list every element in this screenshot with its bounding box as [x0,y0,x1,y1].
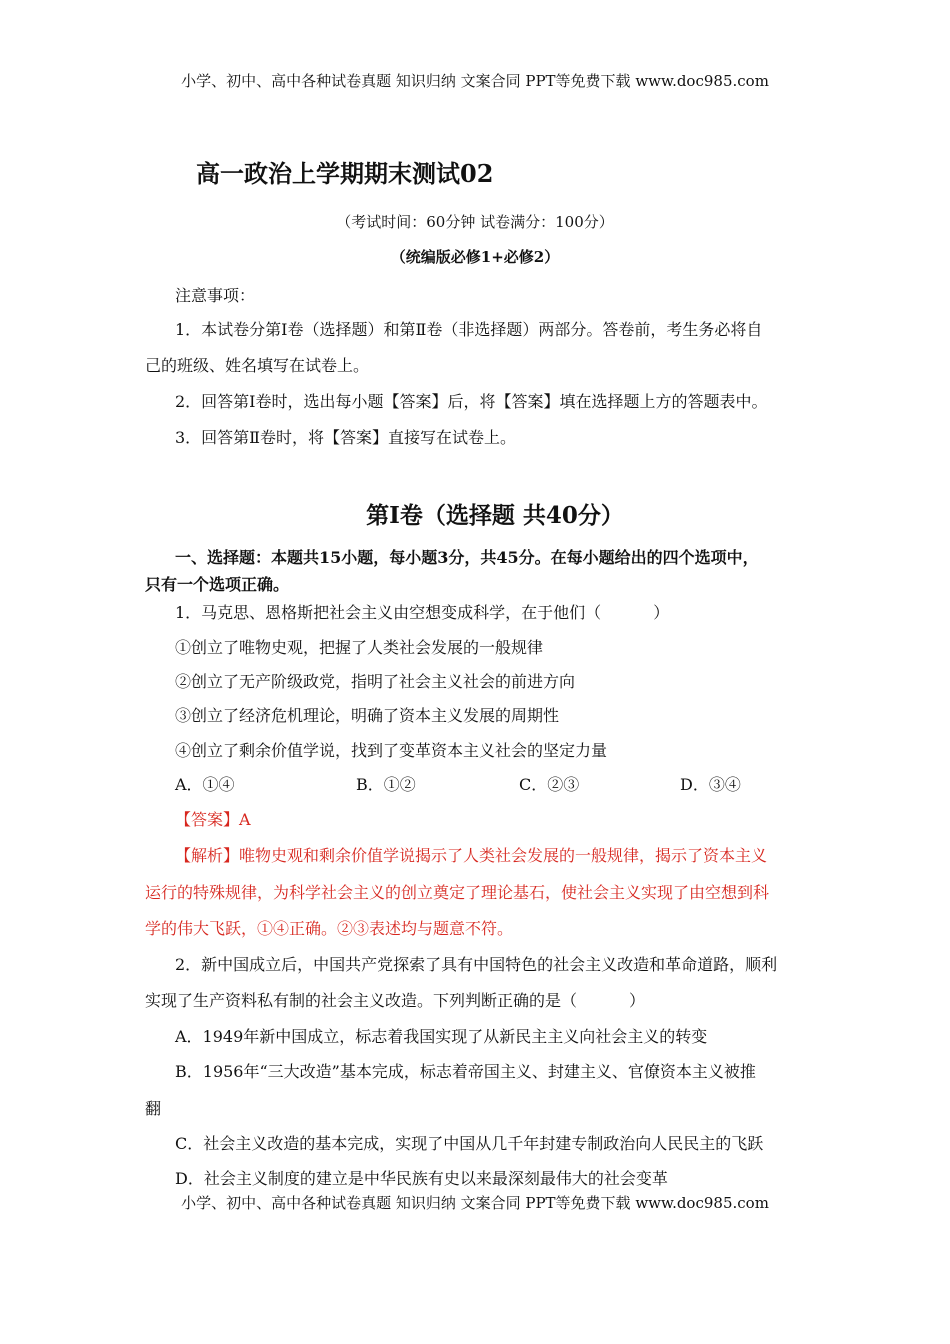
note-item-2: 2．回答第Ⅰ卷时，选出每小题【答案】后，将【答案】填在选择题上方的答题表中。 [175,392,768,411]
exam-title: 高一政治上学期期末测试02 [196,159,494,188]
exam-info: （考试时间：60分钟 试卷满分：100分） [336,213,614,231]
q1-option-d: D．③④ [680,775,741,794]
q1-analysis-cont-2: 学的伟大飞跃，①④正确。②③表述均与题意不符。 [145,919,514,938]
q2-option-b: B．1956年“三大改造”基本完成，标志着帝国主义、封建主义、官僚资本主义被推 [175,1062,756,1081]
edition-label: （统编版必修1+必修2） [390,248,560,266]
note-item-1: 1．本试卷分第Ⅰ卷（选择题）和第Ⅱ卷（非选择题）两部分。答卷前，考生务必将自 [175,320,763,339]
q1-analysis: 【解析】唯物史观和剩余价值学说揭示了人类社会发展的一般规律，揭示了资本主义 [175,846,768,865]
question-2-stem-cont: 实现了生产资料私有制的社会主义改造。下列判断正确的是（ ） [145,991,646,1010]
q2-option-a: A．1949年新中国成立，标志着我国实现了从新民主主义向社会主义的转变 [175,1027,708,1046]
section-instruction-cont: 只有一个选项正确。 [145,575,290,594]
question-1-stem: 1．马克思、恩格斯把社会主义由空想变成科学，在于他们（ ） [175,603,670,622]
section-title: 第Ⅰ卷（选择题 共40分） [366,502,624,529]
q1-statement-2: ②创立了无产阶级政党，指明了社会主义社会的前进方向 [175,672,576,691]
q2-option-d: D．社会主义制度的建立是中华民族有史以来最深刻最伟大的社会变革 [175,1169,668,1188]
note-item-1-cont: 己的班级、姓名填写在试卷上。 [145,356,370,375]
q1-option-b: B．①② [356,775,416,794]
q2-option-b-cont: 翻 [145,1099,162,1118]
notes-heading: 注意事项： [175,286,256,305]
section-instruction: 一、选择题：本题共15小题，每小题3分，共45分。在每小题给出的四个选项中， [175,548,759,567]
page-footer: 小学、初中、高中各种试卷真题 知识归纳 文案合同 PPT等免费下载 www.doc985.com [181,1194,769,1212]
page-header: 小学、初中、高中各种试卷真题 知识归纳 文案合同 PPT等免费下载 www.doc985.com [181,72,769,90]
q1-answer: 【答案】A [175,810,251,829]
q1-statement-1: ①创立了唯物史观，把握了人类社会发展的一般规律 [175,638,544,657]
question-2-stem: 2．新中国成立后，中国共产党探索了具有中国特色的社会主义改造和革命道路，顺利 [175,955,778,974]
q2-option-c: C．社会主义改造的基本完成，实现了中国从几千年封建专制政治向人民民主的飞跃 [175,1134,764,1153]
q1-statement-3: ③创立了经济危机理论，明确了资本主义发展的周期性 [175,706,560,725]
q1-statement-4: ④创立了剩余价值学说，找到了变革资本主义社会的坚定力量 [175,741,608,760]
q1-analysis-cont-1: 运行的特殊规律，为科学社会主义的创立奠定了理论基石，使社会主义实现了由空想到科 [145,883,770,902]
q1-option-c: C．②③ [519,775,580,794]
note-item-3: 3．回答第Ⅱ卷时，将【答案】直接写在试卷上。 [175,428,517,447]
q1-option-a: A．①④ [175,775,235,794]
